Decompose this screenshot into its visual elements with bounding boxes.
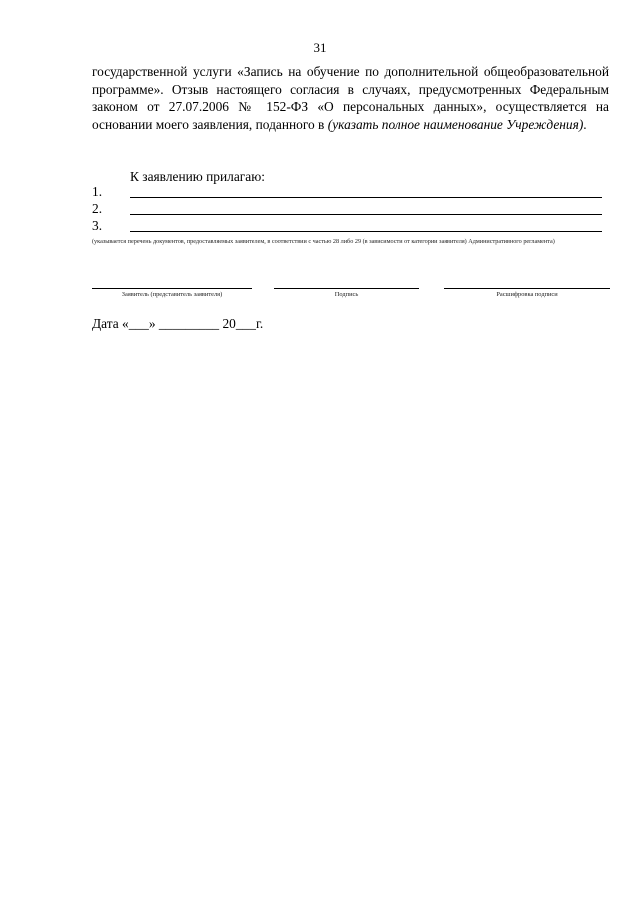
- attachment-row-3: [92, 218, 602, 234]
- attachment-fill-line: [130, 231, 602, 232]
- signature-label: Подпись: [334, 291, 359, 298]
- consent-text-end: .: [583, 116, 587, 132]
- attachment-row-1: [92, 184, 602, 200]
- consent-paragraph: [92, 63, 609, 133]
- applicant-signature-line: [92, 288, 252, 289]
- attachment-fill-line: [130, 214, 602, 215]
- decoding-line: [444, 288, 610, 289]
- page-number: 31: [313, 40, 327, 55]
- attachment-fill-line: [130, 197, 602, 198]
- consent-text: государственной услуги «Запись на обучение по дополнительной общеобразовательной программе». Отзыв настоящего согласия в случаях, предусмотренных Федеральным законом от 27.07.2006 № 152-ФЗ «О персональных данных», осуществляется на основании моего заявления, поданного в: [92, 64, 609, 132]
- attachment-number: 1.: [92, 184, 103, 199]
- applicant-label: Заявитель (представитель заявителя): [121, 291, 223, 298]
- attachment-number: 2.: [92, 201, 103, 216]
- signature-line: [274, 288, 419, 289]
- date-line: Дата «___» _________ 20___г.: [92, 316, 264, 331]
- attachments-note: (указывается перечень документов, предоставляемых заявителем, в соответствии с частью 28 либо 29 (в зависимости от категории заявителя) Административного регламента): [92, 238, 555, 245]
- decoding-label: Расшифровка подписи: [496, 291, 558, 298]
- attachments-title: К заявлению прилагаю:: [130, 169, 265, 184]
- institution-placeholder: (указать полное наименование Учреждения): [327, 116, 584, 132]
- attachment-row-2: [92, 201, 602, 217]
- attachment-number: 3.: [92, 218, 103, 233]
